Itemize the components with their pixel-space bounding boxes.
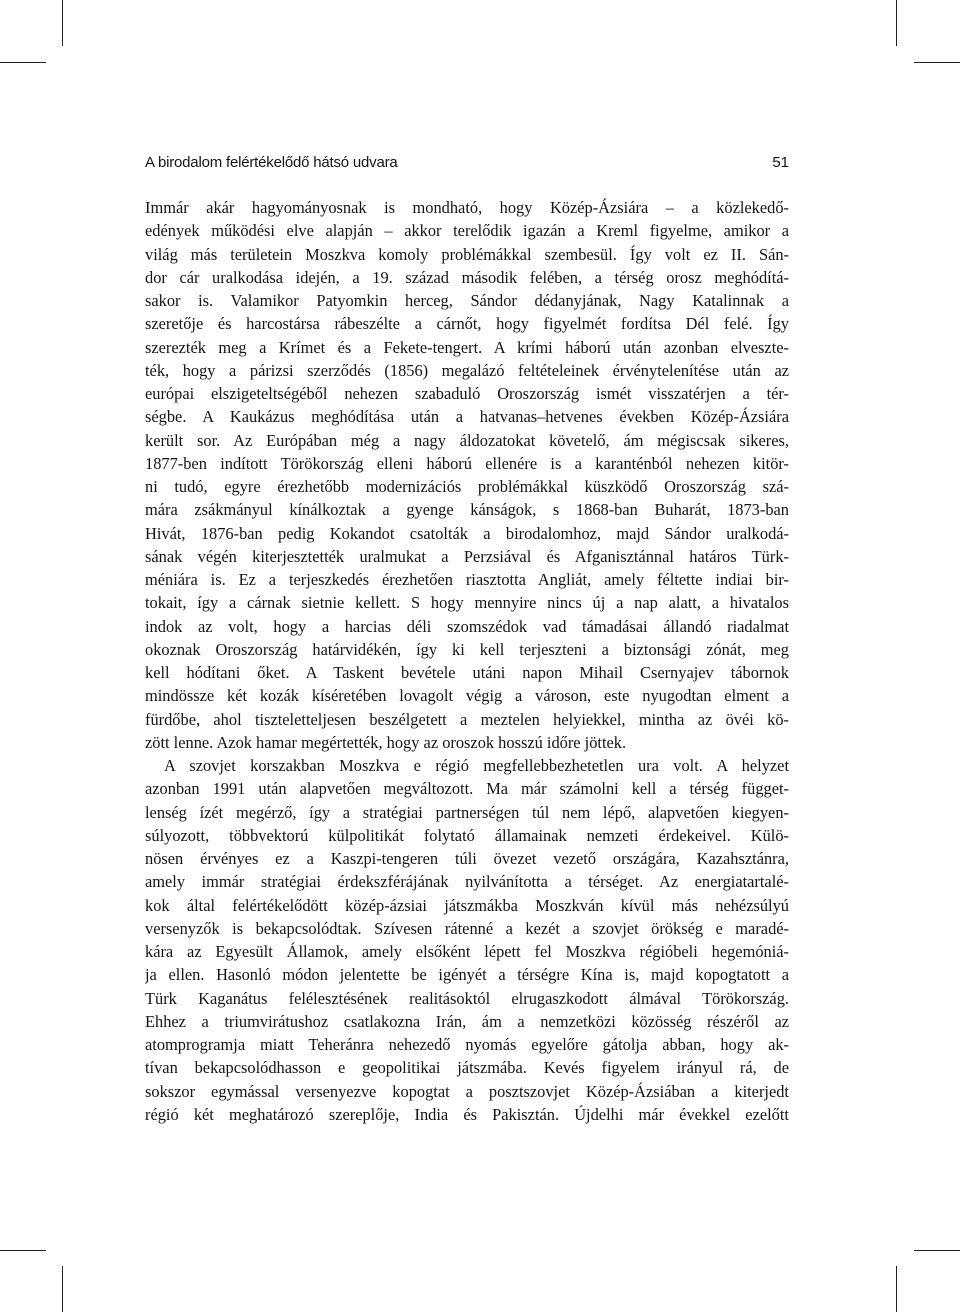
text-line: edények működési elve alapján – akkor terelődik igazán a Kreml figyelme, amikor a (145, 221, 789, 241)
text-line: régió két meghatározó szereplője, India és Pakisztán. Újdelhi már évekkel ezelőtt (145, 1104, 789, 1124)
text-line: sokszor egymással versenyezve kopogtat a posztszovjet Közép-Ázsiában a kiterjedt (145, 1081, 789, 1101)
text-line: világ más területein Moszkva komoly problémákkal szembesül. Így volt ez II. Sán- (145, 244, 789, 264)
text-line: kok által felértékelődött közép-ázsiai játszmákba Moszkván kívül más nehézsúlyú (145, 895, 789, 915)
text-line: Immár akár hagyományosnak is mondható, hogy Közép-Ázsiára – a közlekedő- (145, 198, 789, 217)
text-line: súlyozott, többvektorú külpolitikát folytató államainak nemzeti érdekeivel. Külö- (145, 825, 789, 845)
text-line: fürdőbe, ahol tiszteletteljesen beszélgetett a meztelen helyiekkel, mintha az övéi kö- (145, 709, 789, 729)
text-line: amely immár stratégiai érdekszférájának nyilvánította a térséget. Az energiatartalé- (145, 872, 789, 892)
text-line: sakor is. Valamikor Patyomkin herceg, Sándor dédanyjának, Nagy Katalinnak a (145, 291, 789, 310)
text-line: méniára is. Ez a terjeszkedés érezhetően riasztotta Angliát, amely féltette indiai bir- (145, 570, 789, 589)
text-line: mára zsákmányul kínálkoztak a gyenge kánságok, s 1868-ban Buharát, 1873-ban (145, 500, 789, 520)
text-line: tokait, így a cárnak sietnie kellett. S hogy mennyire nincs új a nap alatt, a hivatalos (145, 593, 789, 613)
text-line: kára az Egyesült Államok, amely elsőként lépett fel Moszkva régióbeli hegemóniá- (145, 942, 789, 961)
crop-mark-top-left-horizontal (0, 62, 46, 63)
page-number: 51 (772, 154, 789, 171)
text-line: okoznak Oroszország határvidékén, így ki kell terjeszteni a biztonsági zónát, meg (145, 639, 789, 659)
running-head (145, 152, 789, 174)
text-line: zött lenne. Azok hamar megértették, hogy az oroszok hosszú időre jöttek. (145, 732, 627, 752)
text-line: ni tudó, egyre érezhetőbb modernizációs problémákkal küszködő Oroszország szá- (145, 477, 789, 496)
text-line: szerezték meg a Krímet és a Fekete-tengert. A krími háború után azonban elveszte- (145, 337, 789, 357)
text-line: Ehhez a triumvirátushoz csatlakozna Irán, ám a nemzetközi közösség részéről az (145, 1011, 789, 1031)
text-line: ségbe. A Kaukázus meghódítása után a hatvanas–hetvenes években Közép-Ázsiára (145, 407, 789, 427)
text-line: indok az volt, hogy a harcias déli szomszédok vad támadásai állandó riadalmat (145, 616, 789, 636)
running-title: A birodalom felértékelődő hátsó udvara (145, 154, 398, 171)
text-line: nösen érvényes ez a Kaszpi-tengeren túli övezet vezető országára, Kazahsztánra, (145, 849, 789, 868)
text-line: tívan bekapcsolódhasson e geopolitikai játszmába. Kevés figyelem irányul rá, de (145, 1058, 789, 1078)
crop-mark-bottom-right-vertical (896, 1266, 897, 1312)
text-line: sának végén kiterjesztették uralmukat a Perzsiával és Afganisztánnal határos Türk- (145, 546, 789, 566)
text-line: európai elszigeteltségéből nehezen szabaduló Oroszország ismét visszatérjen a tér- (145, 384, 789, 403)
text-line: került sor. Az Európában még a nagy áldozatokat követelő, ám mégiscsak sikeres, (145, 430, 789, 450)
text-line: Hivát, 1876-ban pedig Kokandot csatolták a birodalomhoz, majd Sándor uralkodá- (145, 523, 789, 543)
text-line: versenyzők is bekapcsolódtak. Szívesen rátenné a kezét a szovjet örökség e maradé- (145, 918, 789, 938)
crop-mark-top-right-vertical (896, 0, 897, 46)
text-line: dor cár uralkodása idején, a 19. század második felében, a térség orosz meghódítá- (145, 267, 789, 287)
text-line: ja ellen. Hasonló módon jelentette be igényét a térségre Kína is, majd kopogtatott a (145, 965, 789, 985)
crop-mark-top-right-horizontal (914, 62, 960, 63)
text-line: Türk Kaganátus felélesztésének realitásoktól elrugaszkodott álmával Törökország. (145, 988, 789, 1008)
text-line: lenség ízét megérző, így a stratégiai partnerségen túl nem lépő, alapvetően kiegyen- (145, 802, 789, 822)
text-line: szeretője és harcostársa rábeszélte a cárnőt, hogy figyelmét fordítsa Dél felé. Így (145, 314, 789, 334)
crop-mark-bottom-right-horizontal (914, 1250, 960, 1251)
text-line: 1877-ben indított Törökország elleni háború ellenére is a karanténból nehezen kitör- (145, 453, 789, 473)
crop-mark-top-left-vertical (62, 0, 63, 46)
text-line: kell hódítani őket. A Taskent bevétele utáni napon Mihail Csernyajev tábornok (145, 663, 789, 682)
crop-mark-bottom-left-horizontal (0, 1250, 46, 1251)
text-line: atomprogramja miatt Teheránra nehezedő nyomás egyelőre gátolja abban, hogy ak- (145, 1035, 789, 1054)
text-line: A szovjet korszakban Moszkva e régió megfellebbezhetetlen ura volt. A helyzet (164, 756, 789, 775)
crop-mark-bottom-left-vertical (62, 1266, 63, 1312)
text-line: azonban 1991 után alapvetően megváltozott. Ma már számolni kell a térség függet- (145, 779, 789, 799)
text-line: mindössze két kozák kíséretében lovagolt végig a városon, este nyugodtan elment a (145, 686, 789, 706)
text-line: ték, hogy a párizsi szerződés (1856) megalázó feltételeinek érvénytelenítése után az (145, 360, 789, 380)
body-text (145, 196, 789, 1126)
